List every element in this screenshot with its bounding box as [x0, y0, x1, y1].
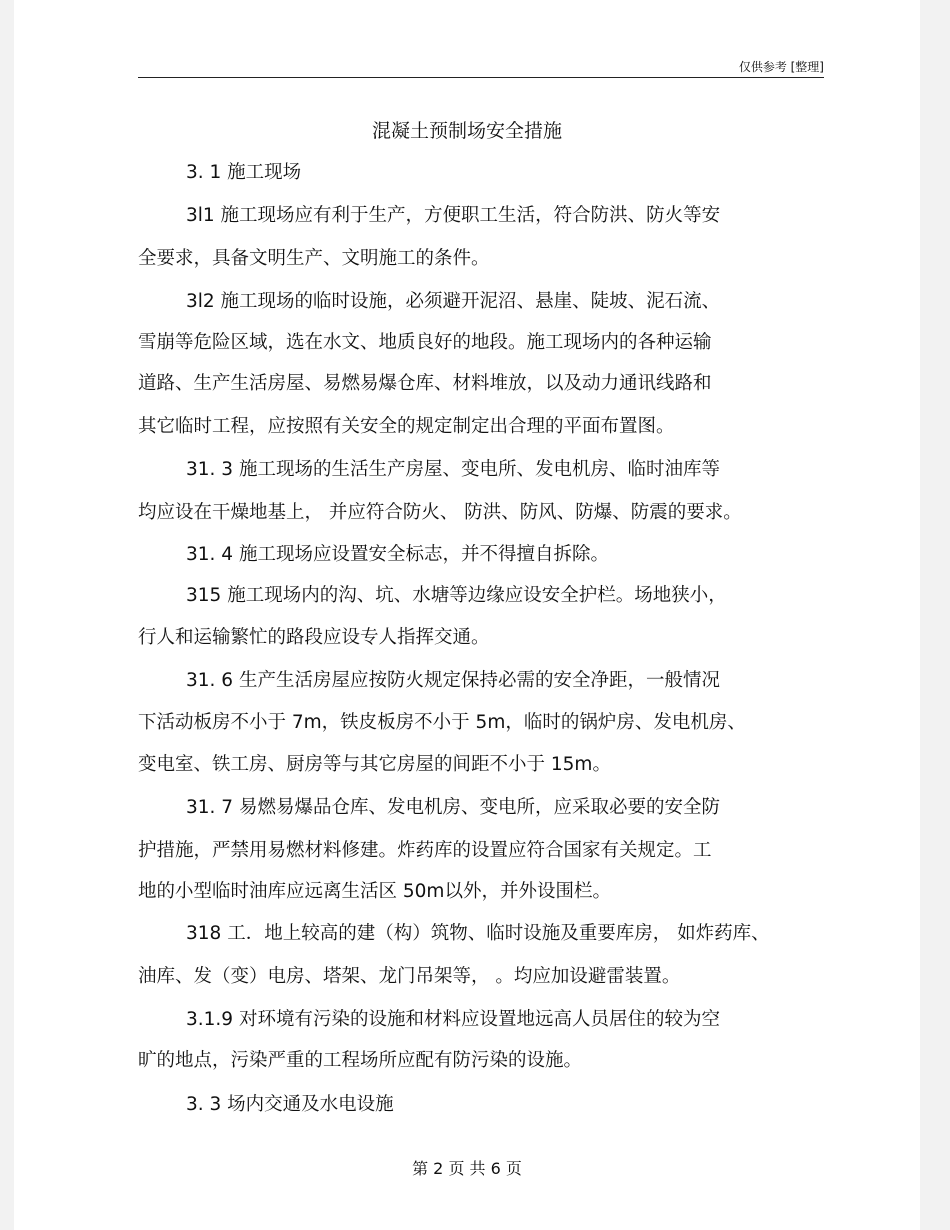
paragraph-line: 下活动板房不小于 7m，铁皮板房不小于 5m，临时的锅炉房、发电机房、 — [138, 712, 746, 733]
document-title: 混凝土预制场安全措施 — [371, 120, 562, 142]
paragraph-line: 31. 4 施工现场应设置安全标志，并不得擅自拆除。 — [186, 544, 609, 565]
section-heading: 3. 1 施工现场 — [186, 162, 302, 183]
header-rule — [138, 77, 824, 78]
paragraph-line: 均应设在干燥地基上， 并应符合防火、 防洪、防风、防爆、防震的要求。 — [138, 502, 742, 523]
paragraph-line: 31. 3 施工现场的生活生产房屋、变电所、发电机房、临时油库等 — [186, 459, 720, 480]
paragraph-line: 3.1.9 对环境有污染的设施和材料应设置地远高人员居住的较为空 — [186, 1009, 720, 1030]
paragraph-line: 318 工．地上较高的建（构）筑物、临时设施及重要库房， 如炸药库、 — [186, 923, 770, 944]
paragraph-line: 31. 6 生产生活房屋应按防火规定保持必需的安全净距，一般情况 — [186, 670, 720, 691]
paragraph-line: 雪崩等危险区域，选在水文、地质良好的地段。施工现场内的各种运输 — [138, 332, 712, 353]
paragraph-line: 3l1 施工现场应有利于生产，方便职工生活，符合防洪、防火等安 — [186, 205, 721, 226]
paragraph-line: 护措施，严禁用易燃材料修建。炸药库的设置应符合国家有关规定。工 — [138, 840, 712, 861]
paragraph-line: 31. 7 易燃易爆品仓库、发电机房、变电所，应采取必要的安全防 — [186, 797, 720, 818]
paragraph-line: 变电室、铁工房、厨房等与其它房屋的间距不小于 15m。 — [138, 754, 611, 775]
paragraph-line: 旷的地点，污染严重的工程场所应配有防污染的设施。 — [138, 1050, 583, 1071]
header-note: 仅供参考 [整理] — [738, 60, 824, 74]
section-heading: 3. 3 场内交通及水电设施 — [186, 1094, 394, 1115]
paragraph-line: 道路、生产生活房屋、易燃易爆仓库、材料堆放，以及动力通讯线路和 — [138, 373, 712, 394]
paragraph-line: 油库、发（变）电房、塔架、龙门吊架等， 。均应加设避雷装置。 — [138, 966, 681, 987]
paragraph-line: 全要求，具备文明生产、文明施工的条件。 — [138, 248, 490, 269]
paragraph-line: 行人和运输繁忙的路段应设专人指挥交通。 — [138, 627, 490, 648]
document-page — [14, 0, 920, 1230]
page-number: 第 2 页 共 6 页 — [412, 1159, 522, 1178]
paragraph-line: 3l2 施工现场的临时设施，必须避开泥沼、悬崖、陡坡、泥石流、 — [186, 291, 721, 312]
paragraph-line: 其它临时工程，应按照有关安全的规定制定出合理的平面布置图。 — [138, 416, 675, 437]
paragraph-line: 315 施工现场内的沟、坑、水塘等边缘应设安全护栏。场地狭小， — [186, 585, 727, 606]
paragraph-line: 地的小型临时油库应远离生活区 50m以外，并外设围栏。 — [138, 881, 611, 902]
